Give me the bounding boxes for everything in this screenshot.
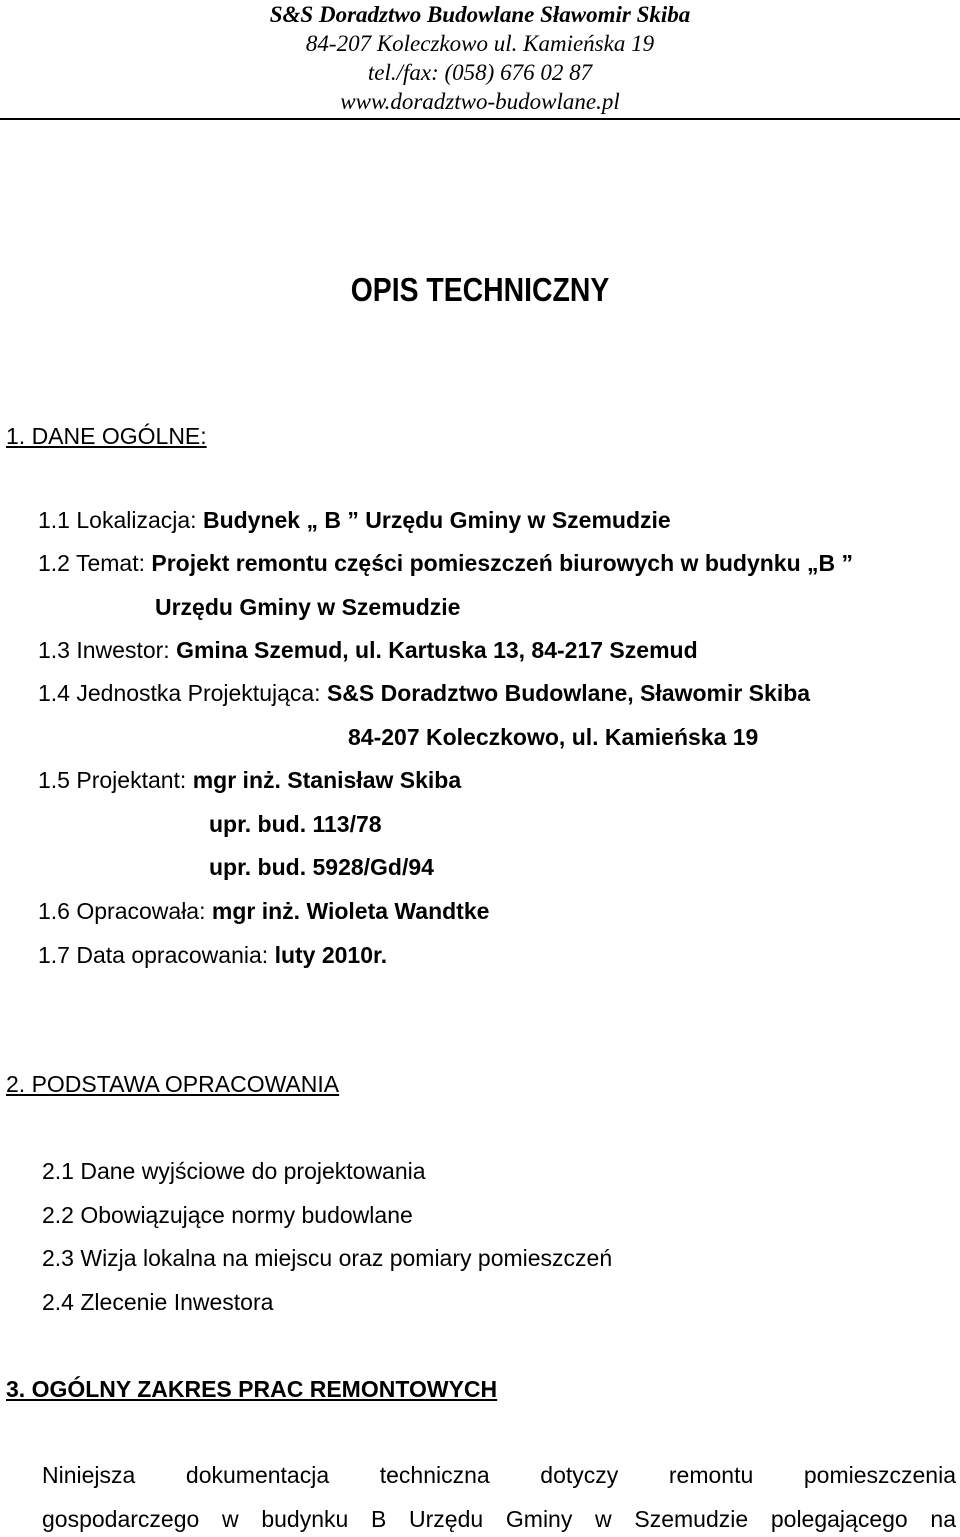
item-1-7 <box>38 941 387 969</box>
item-label: Inwestor: <box>76 637 170 663</box>
item-label: Temat: <box>75 550 145 576</box>
company-name: S&S Doradztwo Budowlane Sławomir Skiba <box>269 2 691 27</box>
basis-item: 2.3 Wizja lokalna na miejscu oraz pomiary pomieszczeń <box>42 1245 613 1271</box>
item-number: 1.1 <box>38 507 70 533</box>
item-1-4 <box>38 679 810 707</box>
company-website[interactable]: www.doradztwo-budowlane.pl <box>340 89 620 114</box>
item-number: 1.2 <box>38 550 70 576</box>
item-value: mgr inż. Wioleta Wandtke <box>211 898 490 924</box>
item-1-5 <box>38 766 461 794</box>
item-label: Lokalizacja: <box>76 507 197 533</box>
company-address: 84-207 Koleczkowo ul. Kamieńska 19 <box>305 31 655 56</box>
item-number: 1.5 <box>38 767 70 793</box>
item-label: Opracowała: <box>76 898 206 924</box>
basis-item: 2.2 Obowiązujące normy budowlane <box>42 1202 413 1228</box>
item-value: S&S Doradztwo Budowlane, Sławomir Skiba <box>326 680 811 706</box>
section-1-heading: 1. DANE OGÓLNE: <box>6 423 207 449</box>
item-number: 1.6 <box>38 898 70 924</box>
item-label: Data opracowania: <box>76 942 269 968</box>
item-value: mgr inż. Stanisław Skiba <box>192 767 462 793</box>
basis-item: 2.4 Zlecenie Inwestora <box>42 1289 274 1315</box>
item-number: 1.3 <box>38 637 70 663</box>
item-1-1 <box>38 506 671 534</box>
item-value: luty 2010r. <box>274 942 388 968</box>
letterhead <box>0 0 960 116</box>
item-value: Projekt remontu części pomieszczeń biurowych w budynku „B ” <box>151 550 854 576</box>
item-1-2-continuation: Urzędu Gminy w Szemudzie <box>155 594 461 620</box>
item-label: Jednostka Projektująca: <box>76 680 321 706</box>
item-1-5-continuation: upr. bud. 113/78 <box>209 811 382 837</box>
company-phone: tel./fax: (058) 676 02 87 <box>367 60 593 85</box>
item-label: Projektant: <box>76 767 187 793</box>
paragraph-line: gospodarczego w budynku B Urzędu Gminy w Szemudzie polegającego na <box>42 1506 956 1532</box>
document-title: OPIS TECHNICZNY <box>350 271 610 308</box>
section-2-heading: 2. PODSTAWA OPRACOWANIA <box>6 1071 340 1097</box>
item-value: Gmina Szemud, ul. Kartuska 13, 84-217 Szemud <box>176 637 698 663</box>
item-1-6 <box>38 897 489 925</box>
item-number: 1.4 <box>38 680 70 706</box>
header-divider <box>0 118 960 120</box>
item-1-2 <box>38 549 853 577</box>
item-1-5-continuation-2: upr. bud. 5928/Gd/94 <box>209 854 434 880</box>
basis-item: 2.1 Dane wyjściowe do projektowania <box>42 1158 426 1184</box>
item-value: Budynek „ B ” Urzędu Gminy w Szemudzie <box>202 507 671 533</box>
item-number: 1.7 <box>38 942 70 968</box>
item-1-4-continuation: 84-207 Koleczkowo, ul. Kamieńska 19 <box>348 724 759 750</box>
paragraph-line: Niniejsza dokumentacja techniczna dotyczy remontu pomieszczenia <box>42 1462 956 1488</box>
item-1-3 <box>38 636 698 664</box>
section-3-heading: 3. OGÓLNY ZAKRES PRAC REMONTOWYCH <box>6 1376 498 1402</box>
